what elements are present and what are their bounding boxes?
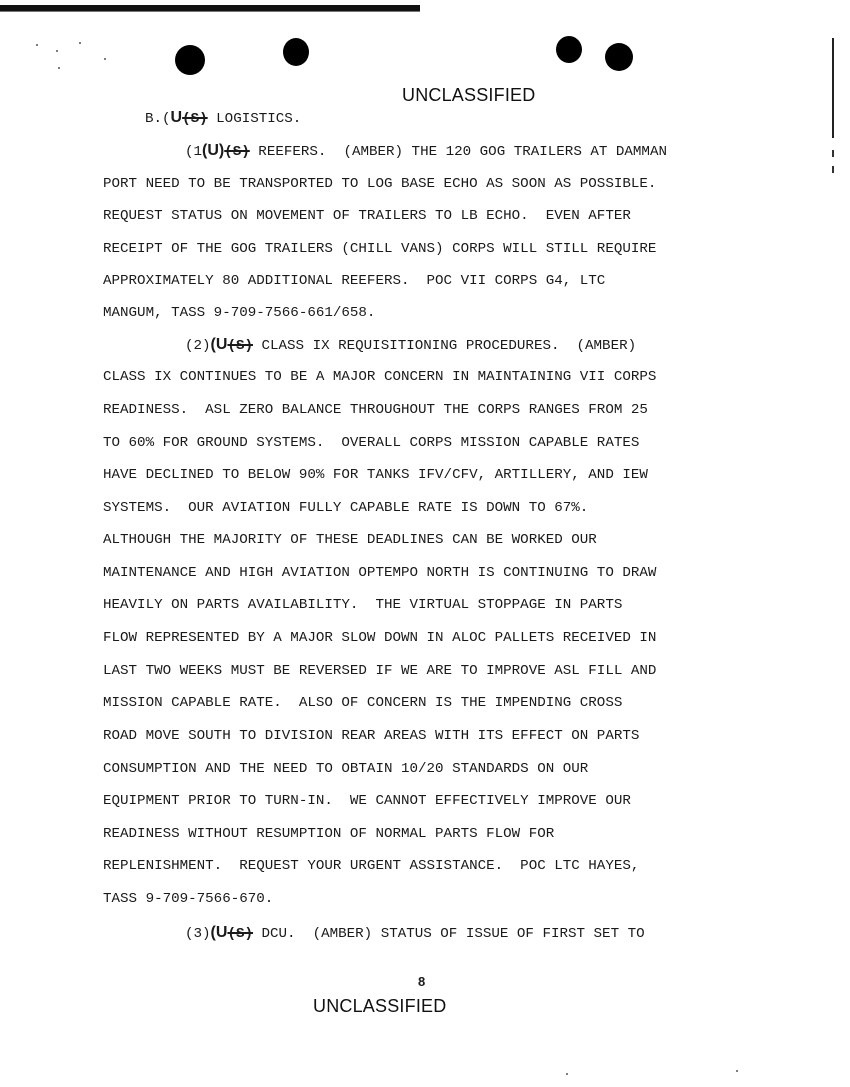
para1-prefix: (1 <box>185 144 203 160</box>
para3-marker: (U <box>210 924 228 941</box>
scan-speck <box>104 58 106 60</box>
page-number: 8 <box>418 974 426 989</box>
para2-struck: (S) <box>227 338 253 354</box>
para1-marker: (U) <box>202 142 225 159</box>
struck-marker: (S) <box>182 111 208 127</box>
section-title: LOGISTICS. <box>207 111 302 127</box>
body-line: HAVE DECLINED TO BELOW 90% FOR TANKS IFV/CFV, ARTILLERY, AND IEW <box>103 467 648 483</box>
section-prefix: B.( <box>145 111 171 127</box>
section-heading <box>145 110 301 127</box>
para2-prefix: (2) <box>185 338 211 354</box>
scan-edge-line <box>0 11 420 12</box>
scan-speck <box>58 67 60 69</box>
scan-speck <box>566 1073 568 1075</box>
body-line: FLOW REPRESENTED BY A MAJOR SLOW DOWN IN ALOC PALLETS RECEIVED IN <box>103 630 657 646</box>
scan-speck <box>79 42 81 44</box>
para3-heading: DCU. (AMBER) STATUS OF ISSUE OF FIRST SET TO <box>252 926 645 942</box>
para3-first-line <box>185 925 645 942</box>
punch-hole <box>605 43 633 71</box>
body-line: CLASS IX CONTINUES TO BE A MAJOR CONCERN IN MAINTAINING VII CORPS <box>103 369 657 385</box>
scan-speck <box>36 44 38 46</box>
scan-speck <box>56 50 58 52</box>
para1-heading: REEFERS. (AMBER) THE 120 GOG TRAILERS AT DAMMAN <box>249 144 667 160</box>
body-line: TO 60% FOR GROUND SYSTEMS. OVERALL CORPS MISSION CAPABLE RATES <box>103 435 640 451</box>
body-line: REQUEST STATUS ON MOVEMENT OF TRAILERS TO LB ECHO. EVEN AFTER <box>103 208 631 224</box>
body-line: ROAD MOVE SOUTH TO DIVISION REAR AREAS WITH ITS EFFECT ON PARTS <box>103 728 640 744</box>
classification-marker: U <box>170 109 183 126</box>
body-line: MISSION CAPABLE RATE. ALSO OF CONCERN IS THE IMPENDING CROSS <box>103 695 623 711</box>
body-line: LAST TWO WEEKS MUST BE REVERSED IF WE ARE TO IMPROVE ASL FILL AND <box>103 663 657 679</box>
para3-struck: (S) <box>227 926 253 942</box>
scan-tick <box>832 150 834 157</box>
para2-marker: (U <box>210 336 228 353</box>
body-line: READINESS WITHOUT RESUMPTION OF NORMAL PARTS FLOW FOR <box>103 826 555 842</box>
footer-classification: UNCLASSIFIED <box>313 996 447 1016</box>
body-line: SYSTEMS. OUR AVIATION FULLY CAPABLE RATE IS DOWN TO 67%. <box>103 500 589 516</box>
para1-first-line <box>185 143 667 160</box>
body-line: TASS 9-709-7566-670. <box>103 891 274 907</box>
body-line: APPROXIMATELY 80 ADDITIONAL REEFERS. POC VII CORPS G4, LTC <box>103 273 606 289</box>
scan-edge-right <box>832 38 834 138</box>
body-line: REPLENISHMENT. REQUEST YOUR URGENT ASSISTANCE. POC LTC HAYES, <box>103 858 640 874</box>
body-line: CONSUMPTION AND THE NEED TO OBTAIN 10/20 STANDARDS ON OUR <box>103 761 589 777</box>
body-line: ALTHOUGH THE MAJORITY OF THESE DEADLINES CAN BE WORKED OUR <box>103 532 597 548</box>
scan-speck <box>736 1070 738 1072</box>
scan-tick <box>832 166 834 173</box>
punch-hole <box>175 45 205 75</box>
punch-hole <box>556 36 582 63</box>
body-line: MAINTENANCE AND HIGH AVIATION OPTEMPO NORTH IS CONTINUING TO DRAW <box>103 565 657 581</box>
punch-hole <box>283 38 309 66</box>
para1-struck: (S) <box>224 144 250 160</box>
body-line: HEAVILY ON PARTS AVAILABILITY. THE VIRTUAL STOPPAGE IN PARTS <box>103 597 623 613</box>
body-line: RECEIPT OF THE GOG TRAILERS (CHILL VANS) CORPS WILL STILL REQUIRE <box>103 241 657 257</box>
body-line: MANGUM, TASS 9-709-7566-661/658. <box>103 305 376 321</box>
body-line: READINESS. ASL ZERO BALANCE THROUGHOUT THE CORPS RANGES FROM 25 <box>103 402 648 418</box>
body-line: EQUIPMENT PRIOR TO TURN-IN. WE CANNOT EFFECTIVELY IMPROVE OUR <box>103 793 631 809</box>
para3-prefix: (3) <box>185 926 211 942</box>
para2-heading: CLASS IX REQUISITIONING PROCEDURES. (AMBER) <box>252 338 637 354</box>
body-line: PORT NEED TO BE TRANSPORTED TO LOG BASE ECHO AS SOON AS POSSIBLE. <box>103 176 657 192</box>
header-classification: UNCLASSIFIED <box>402 85 536 105</box>
para2-first-line <box>185 337 636 354</box>
